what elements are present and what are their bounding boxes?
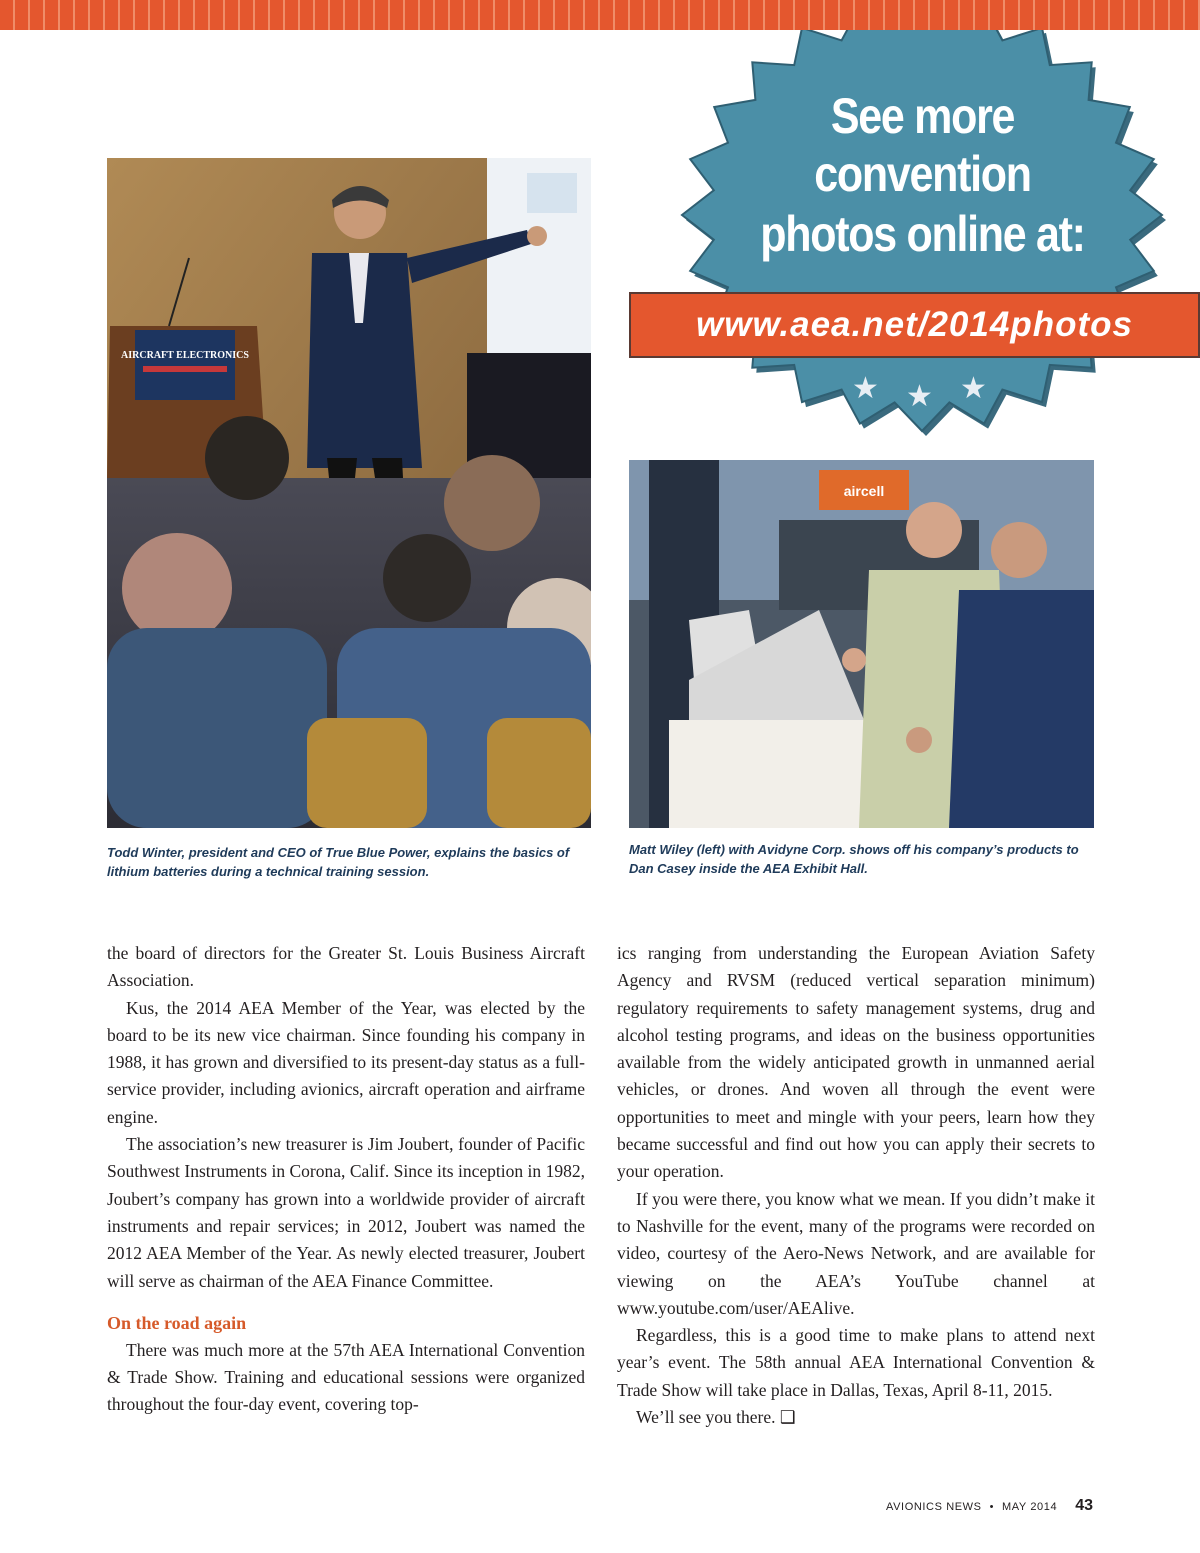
article-column-right <box>617 940 1095 1431</box>
paragraph: There was much more at the 57th AEA International Convention & Trade Show. Training and educational sessions were organized throughout the four-day event, covering top- <box>107 1339 585 1415</box>
paragraph <box>617 1404 1095 1431</box>
paragraph: the board of directors for the Greater St. Louis Business Aircraft Association. <box>107 943 585 991</box>
caption-exhibit-hall: Matt Wiley (left) with Avidyne Corp. shows off his company’s products to Dan Casey inside the AEA Exhibit Hall. <box>629 842 1079 876</box>
photo-exhibit-hall <box>629 460 1094 828</box>
footer-separator: • <box>989 1501 995 1513</box>
paragraph: Kus, the 2014 AEA Member of the Year, was elected by the board to be its new vice chairman. Since founding his company in 1988, it has grown and diversified to its present-day status as a full-service provider, including avionics, aircraft operation and airframe engine. <box>107 997 585 1127</box>
closing-line: We’ll see you there. <box>636 1407 776 1428</box>
star-icon: ★ <box>960 372 987 405</box>
booth-sign: aircell <box>843 483 885 499</box>
promo-line-2: convention <box>814 146 1031 202</box>
star-icon: ★ <box>906 380 933 413</box>
promo-line-1: See more <box>830 88 1015 144</box>
issue-date: MAY 2014 <box>1002 1501 1058 1513</box>
podium-text: AIRCRAFT ELECTRONICS <box>121 350 249 361</box>
page-footer <box>886 1497 1093 1515</box>
paragraph: ics ranging from understanding the European Aviation Safety Agency and RVSM (reduced vertical separation minimum) regulatory requirements to safety management systems, drug and alcohol testing programs, and ideas on the business opportunities available from the widely anticipated growth in unmanned aerial vehicles, or drones. And woven all through the event were opportunities to meet and mingle with your peers, learn how they became successful and find out how you can apply their secrets to your operation. <box>617 943 1095 1182</box>
page-number: 43 <box>1075 1497 1093 1514</box>
paragraph: Regardless, this is a good time to make plans to attend next year’s event. The 58th annual AEA International Convention & Trade Show will take place in Dallas, Texas, April 8-11, 2015. <box>617 1325 1095 1400</box>
promo-url-link[interactable]: www.aea.net/2014photos <box>696 305 1133 344</box>
section-heading: On the road again <box>107 1312 247 1333</box>
paragraph: If you were there, you know what we mean. If you didn’t make it to Nashville for the event, many of the programs were recorded on video, courtesy of the Aero-News Network, and are available for viewing on the AEA’s YouTube channel at www.youtube.com/user/AEAlive. <box>617 1188 1095 1318</box>
promo-line-3: photos online at: <box>760 206 1085 262</box>
star-icon: ★ <box>852 372 879 405</box>
caption-presenter: Todd Winter, president and CEO of True Blue Power, explains the basics of lithium batteries during a technical training session. <box>107 845 570 879</box>
article-column-left <box>107 940 585 1419</box>
photo-presenter <box>107 158 591 828</box>
top-decorative-strip <box>0 0 1200 30</box>
paragraph: The association’s new treasurer is Jim Joubert, founder of Pacific Southwest Instruments in Corona, Calif. Since its inception in 1982, Joubert’s company has grown into a worldwide provider of aircraft instruments and repair services; in 2012, Joubert was named the 2012 AEA Member of the Year. As newly elected treasurer, Joubert will serve as chairman of the AEA Finance Committee. <box>107 1134 585 1291</box>
publication-name: AVIONICS NEWS <box>885 1501 982 1513</box>
end-mark-icon: ❑ <box>779 1407 796 1428</box>
